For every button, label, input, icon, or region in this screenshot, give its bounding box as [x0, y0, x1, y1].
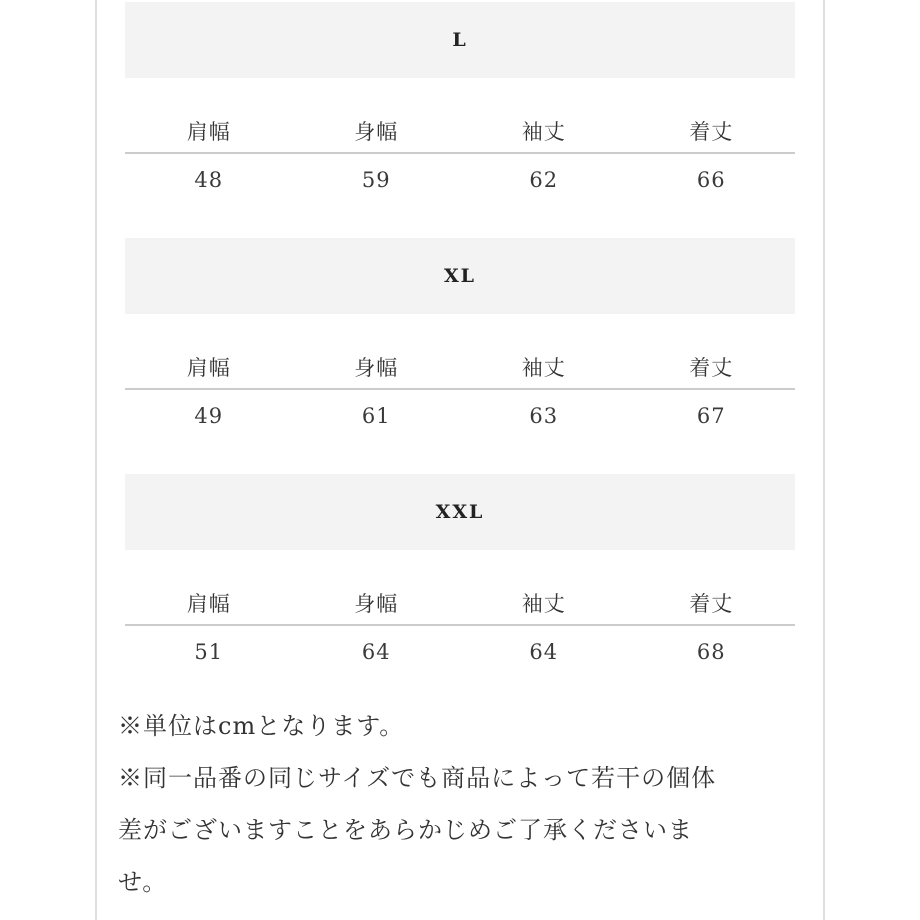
measurement-value-row: [125, 163, 795, 197]
header-total-length: 着丈: [689, 592, 734, 616]
value-body-width: 61: [361, 404, 391, 428]
header-sleeve-length: 袖丈: [521, 356, 566, 380]
value-shoulder-width: 48: [194, 168, 224, 192]
size-table-xl: [125, 238, 795, 433]
value-sleeve-length: 62: [529, 168, 559, 192]
measurement-header-row: [125, 584, 795, 626]
measurement-header-row: [125, 348, 795, 390]
header-shoulder-width: 肩幅: [186, 356, 231, 380]
disclaimer-line-2: 差がございますことをあらかじめご了承くださいま: [118, 816, 693, 844]
size-notes: [118, 700, 818, 908]
header-total-length: 着丈: [689, 356, 734, 380]
size-label: XL: [125, 238, 795, 314]
disclaimer-line-3: せ。: [118, 868, 168, 896]
value-total-length: 66: [696, 168, 726, 192]
header-total-length: 着丈: [689, 120, 734, 144]
header-shoulder-width: 肩幅: [186, 120, 231, 144]
header-shoulder-width: 肩幅: [186, 592, 231, 616]
header-sleeve-length: 袖丈: [521, 592, 566, 616]
unit-note: ※単位はcmとなります。: [118, 712, 405, 740]
value-total-length: 67: [696, 404, 726, 428]
value-body-width: 59: [361, 168, 391, 192]
left-border: [95, 0, 97, 920]
measurement-header-row: [125, 112, 795, 154]
value-shoulder-width: 49: [194, 404, 224, 428]
value-total-length: 68: [696, 640, 726, 664]
value-shoulder-width: 51: [194, 640, 224, 664]
size-label: XXL: [125, 474, 795, 550]
header-body-width: 身幅: [354, 120, 399, 144]
size-label: L: [125, 2, 795, 78]
size-table-l: [125, 2, 795, 197]
header-sleeve-length: 袖丈: [521, 120, 566, 144]
disclaimer-line-1: ※同一品番の同じサイズでも商品によって若干の個体: [118, 764, 717, 792]
value-sleeve-length: 64: [529, 640, 559, 664]
value-sleeve-length: 63: [529, 404, 559, 428]
header-body-width: 身幅: [354, 356, 399, 380]
right-border: [823, 0, 825, 920]
size-table-xxl: [125, 474, 795, 669]
measurement-value-row: [125, 399, 795, 433]
measurement-value-row: [125, 635, 795, 669]
value-body-width: 64: [361, 640, 391, 664]
header-body-width: 身幅: [354, 592, 399, 616]
